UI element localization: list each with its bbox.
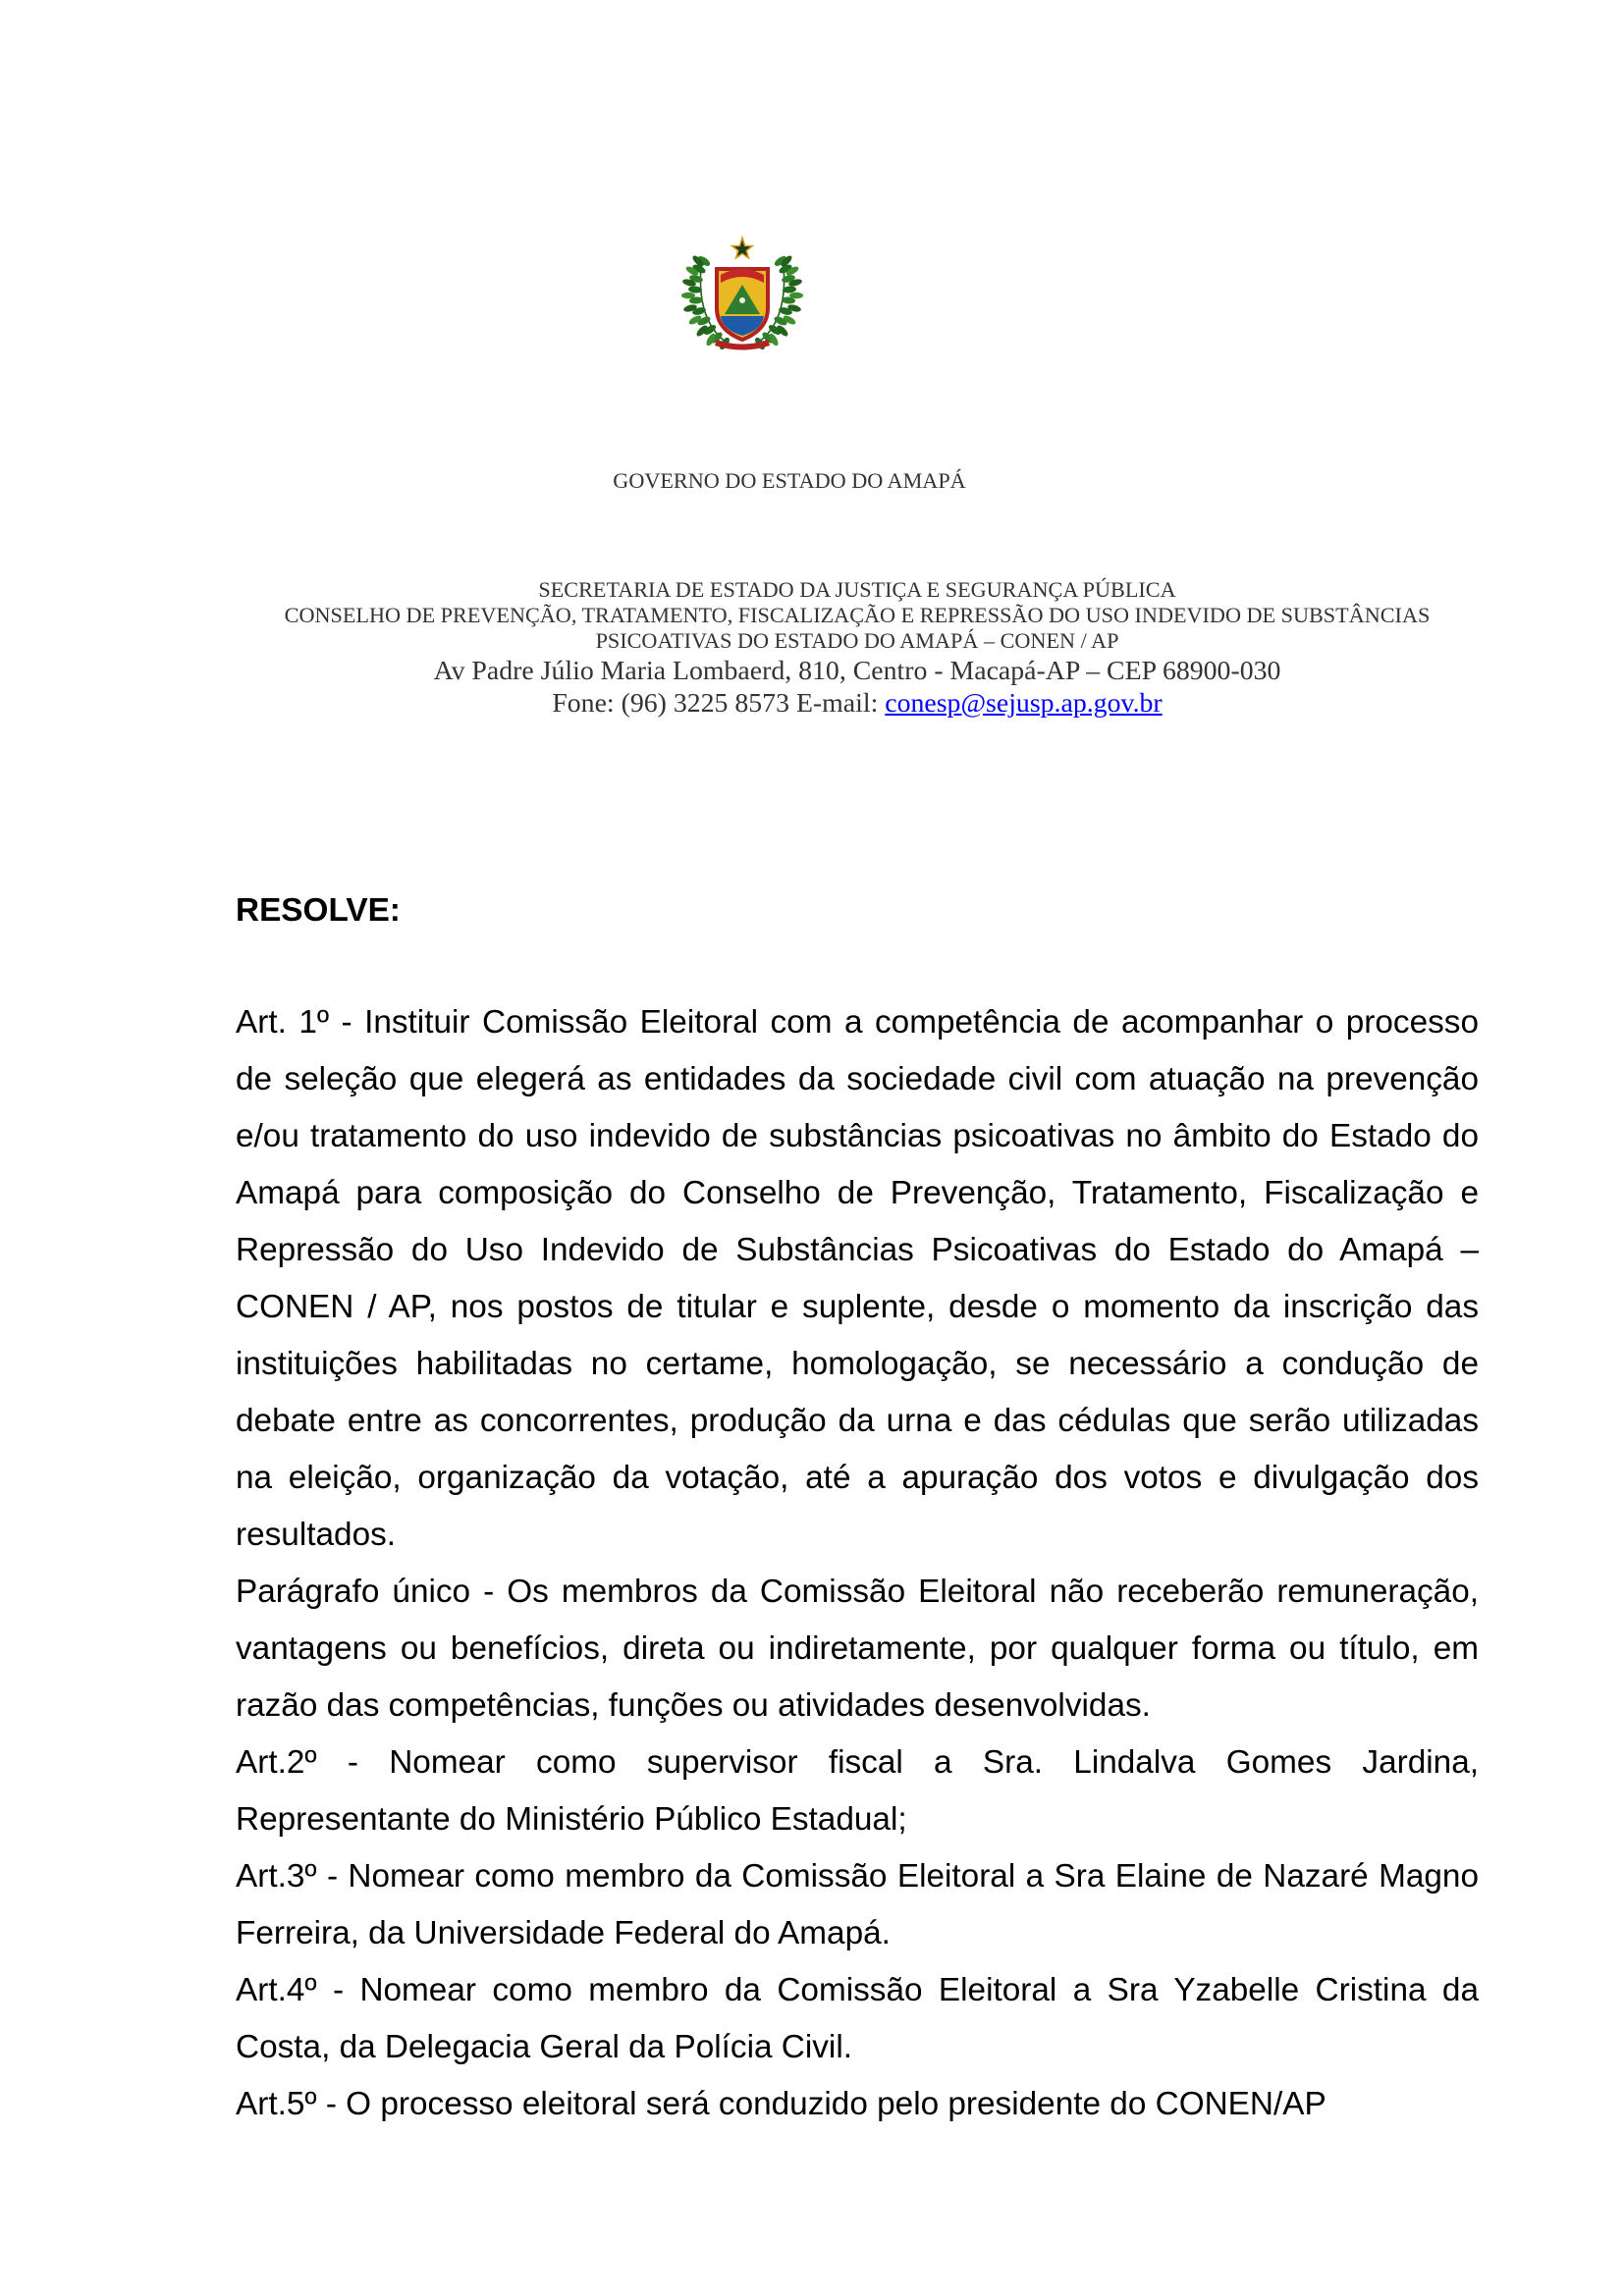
- government-name: GOVERNO DO ESTADO DO AMAPÁ: [613, 468, 966, 493]
- text-line: na eleição, organização da votação, até a apuração dos votos e divulgação dos: [236, 1460, 1479, 1496]
- article-2: [236, 1735, 1479, 1848]
- address-line: Av Padre Júlio Maria Lombaerd, 810, Centro - Macapá-AP – CEP 68900-030: [433, 656, 1281, 686]
- text-line: Parágrafo único - Os membros da Comissão Eleitoral não receberão remuneração,: [236, 1574, 1479, 1610]
- text-line: CONEN / AP, nos postos de titular e suplente, desde o momento da inscrição das: [236, 1289, 1479, 1325]
- text-line: razão das competências, funções ou atividades desenvolvidas.: [236, 1687, 1151, 1724]
- resolution-body: [236, 994, 1479, 2133]
- sole-paragraph: [236, 1564, 1479, 1735]
- text-line: Art.5º - O processo eleitoral será conduzido pelo presidente do CONEN/AP: [236, 2086, 1326, 2122]
- article-1: [236, 994, 1479, 1564]
- council-name-line: PSICOATIVAS DO ESTADO DO AMAPÁ – CONEN / AP: [595, 628, 1119, 653]
- text-line: Art.2º - Nomear como supervisor fiscal a Sra. Lindalva Gomes Jardina,: [236, 1744, 1479, 1781]
- text-line: Ferreira, da Universidade Federal do Amapá.: [236, 1915, 891, 1951]
- text-line: Amapá para composição do Conselho de Prevenção, Tratamento, Fiscalização e: [236, 1175, 1479, 1211]
- text-line: Costa, da Delegacia Geral da Polícia Civil.: [236, 2029, 852, 2065]
- text-line: Art. 1º - Instituir Comissão Eleitoral com a competência de acompanhar o processo: [236, 1004, 1479, 1041]
- council-name-line: CONSELHO DE PREVENÇÃO, TRATAMENTO, FISCALIZAÇÃO E REPRESSÃO DO USO INDEVIDO DE SUBSTÂNCIAS: [284, 603, 1431, 627]
- article-5: [236, 2076, 1479, 2133]
- text-line: Art.4º - Nomear como membro da Comissão Eleitoral a Sra Yzabelle Cristina da: [236, 1972, 1479, 2008]
- star-icon: [732, 238, 753, 258]
- shield: [717, 269, 768, 340]
- email-link[interactable]: conesp@sejusp.ap.gov.br: [885, 688, 1163, 719]
- text-line: Art.3º - Nomear como membro da Comissão Eleitoral a Sra Elaine de Nazaré Magno: [236, 1858, 1479, 1895]
- secretariat-name: SECRETARIA DE ESTADO DA JUSTIÇA E SEGURANÇA PÚBLICA: [538, 577, 1176, 602]
- resolve-heading: RESOLVE:: [236, 892, 401, 929]
- text-line: vantagens ou benefícios, direta ou indiretamente, por qualquer forma ou título, em: [236, 1630, 1479, 1667]
- phone-text: Fone: (96) 3225 8573: [552, 688, 789, 719]
- text-line: Representante do Ministério Público Estadual;: [236, 1801, 907, 1838]
- text-line: instituições habilitadas no certame, homologação, se necessário a condução de: [236, 1346, 1479, 1382]
- email-label: E-mail:: [795, 688, 879, 719]
- text-line: Repressão do Uso Indevido de Substâncias Psicoativas do Estado do Amapá –: [236, 1232, 1479, 1268]
- text-line: debate entre as concorrentes, produção da urna e das cédulas que serão utilizadas: [236, 1403, 1479, 1439]
- article-3: [236, 1848, 1479, 1962]
- coat-of-arms: [676, 236, 809, 355]
- contact-line: [98, 688, 1616, 720]
- article-4: [236, 1962, 1479, 2076]
- text-line: e/ou tratamento do uso indevido de substâncias psicoativas no âmbito do Estado do: [236, 1118, 1479, 1154]
- text-line: resultados.: [236, 1517, 397, 1553]
- text-line: de seleção que elegerá as entidades da sociedade civil com atuação na prevenção: [236, 1061, 1479, 1097]
